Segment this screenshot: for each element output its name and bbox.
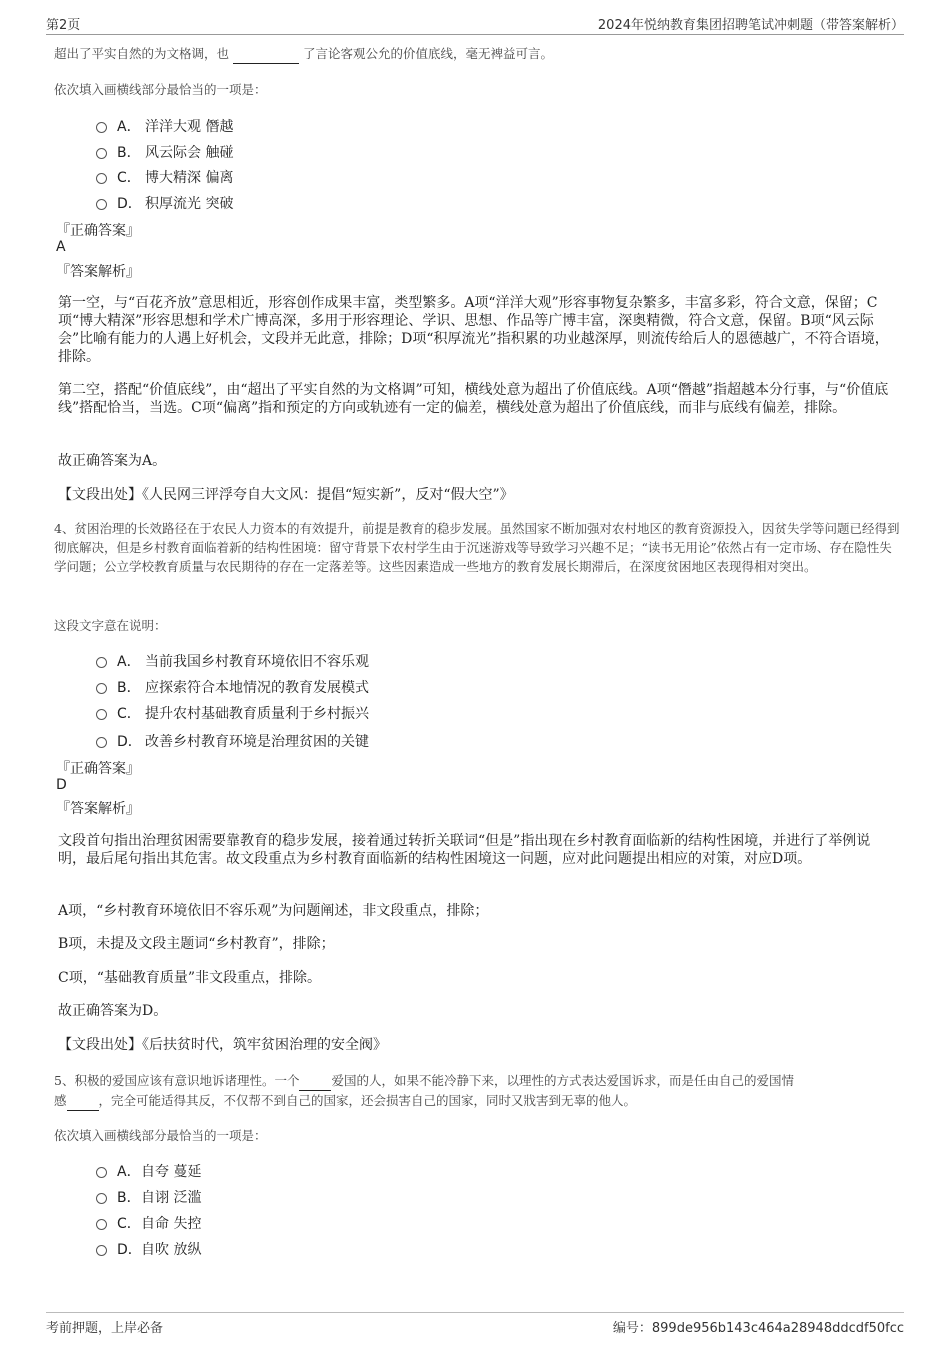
question-5-stem: 5、积极的爱国应该有意识地诉诸理性。一个 爱国的人，如果不能冷静下来，以理性的方式表达爱国诉求，而是任由自己的爱国情 感 ，完全可能适得其反，不仅帮不到自己的国家，还会损害自己的国家，同时又戕害到无辜的他人。	[54, 1071, 904, 1111]
document-title: 2024年悦纳教育集团招聘笔试冲刺题（带答案解析）	[597, 18, 904, 33]
question-4-prompt: 这段文字意在说明：	[54, 618, 167, 633]
analysis-conclusion: 故正确答案为A。	[58, 453, 167, 469]
page-number: 第2页	[46, 18, 81, 33]
analysis-paragraph: C项，“基础教育质量”非文段重点，排除。	[58, 970, 322, 986]
analysis-paragraph: 文段首句指出治理贫困需要靠教育的稳步发展，接着通过转折关联词“但是”指出现在乡村教育面临新的结构性困境，并进行了举例说明，最后尾句指出其危害。故文段重点为乡村教育面临新的结构性困境这一问题，应对此问题提出相应的对策，对应D项。	[58, 833, 871, 867]
q4-option-d[interactable]: D． 改善乡村教育环境是治理贫困的关键	[96, 731, 369, 751]
radio-icon[interactable]	[96, 683, 107, 694]
radio-icon[interactable]	[96, 173, 107, 184]
q4-option-c[interactable]: C． 提升农村基础教育质量利于乡村振兴	[96, 703, 369, 723]
radio-icon[interactable]	[96, 709, 107, 720]
fill-blank	[233, 44, 299, 64]
q3-option-a[interactable]: A． 洋洋大观 僭越	[96, 116, 233, 136]
q3-option-b[interactable]: B． 风云际会 触碰	[96, 142, 233, 162]
analysis-label: 『答案解析』	[56, 264, 140, 280]
document-code: 编号：899de956b143c464a28948ddcdf50fcc	[612, 1321, 904, 1336]
radio-icon[interactable]	[96, 1219, 107, 1230]
radio-icon[interactable]	[96, 148, 107, 159]
answer-label: 『正确答案』	[56, 223, 140, 239]
radio-icon[interactable]	[96, 122, 107, 133]
q4-option-a[interactable]: A． 当前我国乡村教育环境依旧不容乐观	[96, 651, 369, 671]
q3-option-d[interactable]: D． 积厚流光 突破	[96, 193, 233, 213]
source-citation: 【文段出处】《人民网三评浮夸自大文风：提倡“短实新”，反对“假大空”》	[58, 487, 514, 503]
question-3-prompt: 依次填入画横线部分最恰当的一项是：	[54, 82, 267, 97]
footer-slogan: 考前押题，上岸必备	[46, 1321, 164, 1336]
answer-label: 『正确答案』	[56, 761, 140, 777]
q5-option-a[interactable]: A． 自夸 蔓延	[96, 1161, 201, 1181]
question-5-prompt: 依次填入画横线部分最恰当的一项是：	[54, 1128, 267, 1143]
page-header	[46, 14, 904, 35]
source-citation: 【文段出处】《后扶贫时代，筑牢贫困治理的安全阀》	[58, 1037, 387, 1053]
q4-option-b[interactable]: B． 应探索符合本地情况的教育发展模式	[96, 677, 369, 697]
answer-value: D	[56, 777, 67, 793]
radio-icon[interactable]	[96, 199, 107, 210]
radio-icon[interactable]	[96, 737, 107, 748]
answer-value: A	[56, 239, 66, 255]
analysis-label: 『答案解析』	[56, 801, 140, 817]
analysis-paragraph: 第一空，与“百花齐放”意思相近，形容创作成果丰富，类型繁多。A项“洋洋大观”形容事物复杂繁多，丰富多彩，符合文意，保留；C项“博大精深”形容思想和学术广博高深，多用于形容理论、学识、思想、作品等广博丰富，深奥精微，符合文意，保留。B项“风云际会”比喻有能力的人遇上好机会，文段并无此意，排除；D项“积厚流光”指积累的功业越深厚，则流传给后人的恩德越广，不符合语境，排除。	[58, 295, 889, 365]
radio-icon[interactable]	[96, 1167, 107, 1178]
question-3-tail: 超出了平实自然的为文格调，也 了言论客观公允的价值底线，毫无裨益可言。	[54, 44, 904, 64]
page-footer	[46, 1312, 904, 1337]
analysis-paragraph: 第二空，搭配“价值底线”，由“超出了平实自然的为文格调”可知，横线处意为超出了价值底线。A项“僭越”指超越本分行事，与“价值底线”搭配恰当，当选。C项“偏离”指和预定的方向或轨迹有一定的偏差，横线处意为超出了价值底线，而非与底线有偏差，排除。	[58, 382, 889, 416]
q5-option-d[interactable]: D． 自吹 放纵	[96, 1239, 201, 1259]
fill-blank	[299, 1071, 331, 1091]
analysis-paragraph: A项，“乡村教育环境依旧不容乐观”为问题阐述，非文段重点，排除；	[58, 903, 489, 919]
radio-icon[interactable]	[96, 657, 107, 668]
q3-option-c[interactable]: C． 博大精深 偏离	[96, 167, 233, 187]
radio-icon[interactable]	[96, 1193, 107, 1204]
question-4-stem: 4、贫困治理的长效路径在于农民人力资本的有效提升，前提是教育的稳步发展。虽然国家不断加强对农村地区的教育资源投入，因贫失学等问题已经得到彻底解决，但是乡村教育面临着新的结构性困境：留守背景下农村学生由于沉迷游戏等导致学习兴趣不足；“读书无用论”依然占有一定市场、存在隐性失学问题；公立学校教育质量与农民期待的存在一定落差等。这些因素造成一些地方的教育发展长期滞后，在深度贫困地区表现得相对突出。	[54, 521, 900, 574]
q5-option-b[interactable]: B． 自诩 泛滥	[96, 1187, 201, 1207]
fill-blank	[67, 1091, 99, 1111]
analysis-paragraph: B项，未提及文段主题词“乡村教育”，排除；	[58, 936, 335, 952]
q5-option-c[interactable]: C． 自命 失控	[96, 1213, 201, 1233]
radio-icon[interactable]	[96, 1245, 107, 1256]
analysis-conclusion: 故正确答案为D。	[58, 1003, 168, 1019]
